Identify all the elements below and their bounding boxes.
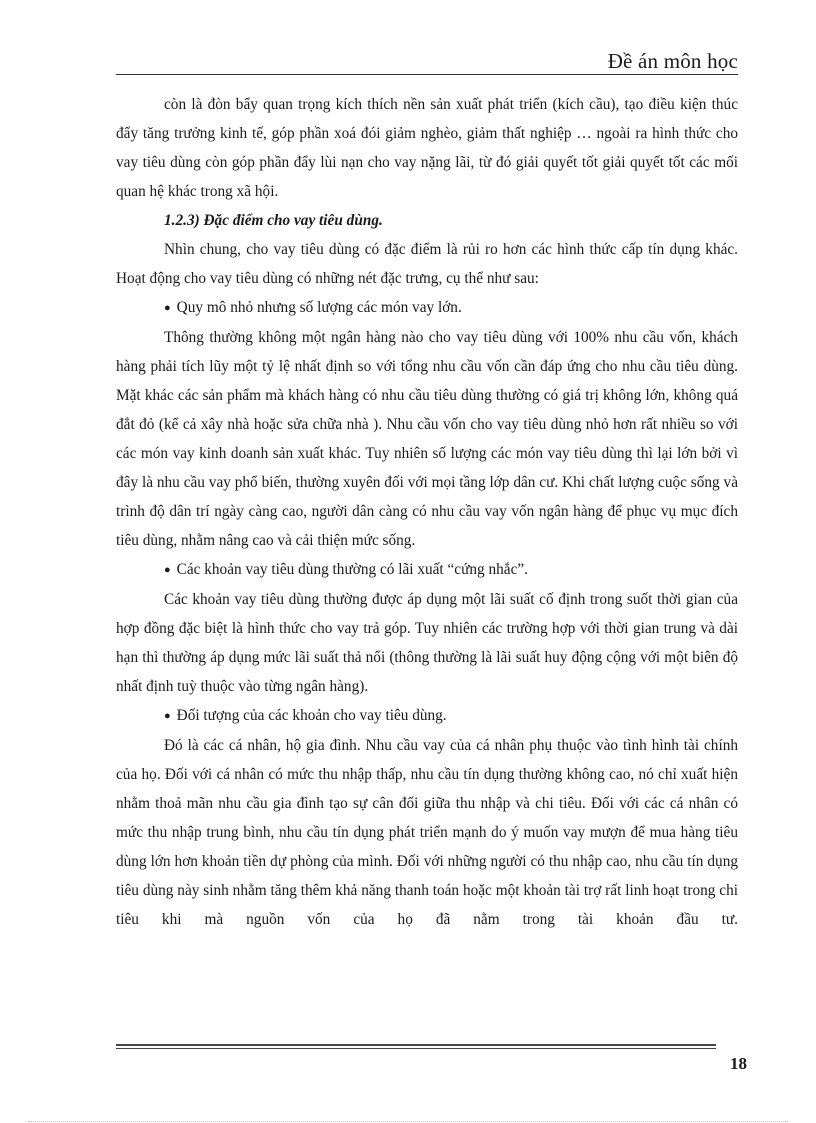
bullet-icon: ● [164, 302, 171, 314]
bullet-text: Quy mô nhỏ nhưng số lượng các món vay lớn. [176, 299, 462, 316]
paragraph-overview: Nhìn chung, cho vay tiêu dùng có đặc điểm là rủi ro hơn các hình thức cấp tín dụng khác. Hoạt động cho vay tiêu dùng có những nét đặc trưng, cụ thể như sau: [116, 241, 738, 287]
page-header [116, 46, 738, 76]
document-body [116, 90, 738, 934]
section-heading: 1.2.3) Đặc điểm cho vay tiêu dùng. [164, 212, 383, 229]
bullet-text: Các khoản vay tiêu dùng thường có lãi xuất “cứng nhắc”. [176, 561, 528, 578]
bullet-item-rate [116, 555, 738, 585]
footer-rule-thin [116, 1048, 716, 1049]
page-bottom-border [28, 1121, 788, 1122]
header-title: Đề án môn học [607, 49, 738, 73]
paragraph-rate: Các khoản vay tiêu dùng thường được áp dụng một lãi suất cố định trong suốt thời gian của hợp đồng đặc biệt là hình thức cho vay trả góp. Tuy nhiên các trường hợp với thời gian trung và dài hạn thì thường áp dụng mức lãi suất thả nổi (thông thường là lãi suất huy động cộng với một biên độ nhất định tuỳ thuộc vào từng ngân hàng). [116, 591, 738, 695]
bullet-item-scale [116, 293, 738, 323]
paragraph-borrowers: Đó là các cá nhân, hộ gia đình. Nhu cầu vay của cá nhân phụ thuộc vào tình hình tài chính của họ. Đối với cá nhân có mức thu nhập thấp, nhu cầu tín dụng thường không cao, nó chỉ xuất hiện nhằm thoả mãn nhu cầu gia đình tạo sự cân đối giữa thu nhập và chi tiêu. Đối với các cá nhân có mức thu nhập trung bình, nhu cầu tín dụng phát triển mạnh do ý muốn vay mượn để mua hàng tiêu dùng lớn hơn khoản tiền dự phòng của mình. Đối với những người có thu nhập cao, nhu cầu tín dụng tiêu dùng này sinh nhằm tăng thêm khả năng thanh toán hoặc một khoản tài trợ rất linh hoạt trong chi tiêu khi mà nguồn vốn của họ đã nằm trong tài khoản đầu tư. [116, 737, 738, 928]
bullet-icon: ● [164, 710, 171, 722]
footer-rule [116, 1044, 716, 1046]
paragraph-scale: Thông thường không một ngân hàng nào cho vay tiêu dùng với 100% nhu cầu vốn, khách hàng phải tích lũy một tỷ lệ nhất định so với tổng nhu cầu vốn cần đáp ứng cho nhu cầu tiêu dùng. Mặt khác các sản phẩm mà khách hàng có nhu cầu tiêu dùng thường có giá trị không lớn, không quá đắt đỏ (kể cả xây nhà hoặc sửa chữa nhà ). Nhu cầu vốn cho vay tiêu dùng nhỏ hơn rất nhiều so với các món vay kinh doanh sản xuất khác. Tuy nhiên số lượng các món vay tiêu dùng thì lại lớn bởi vì đây là nhu cầu vay phổ biến, thường xuyên đối với mọi tầng lớp dân cư. Khi chất lượng cuộc sống và trình độ dân trí ngày càng cao, người dân càng có nhu cầu vay vốn ngân hàng để phục vụ mục đích tiêu dùng, nhằm nâng cao và cải thiện mức sống. [116, 329, 738, 549]
bullet-text: Đối tượng của các khoản cho vay tiêu dùng. [176, 707, 447, 724]
header-rule [116, 74, 738, 75]
page-number: 18 [730, 1054, 747, 1073]
paragraph-intro: còn là đòn bẩy quan trọng kích thích nền sản xuất phát triển (kích cầu), tạo điều kiện thúc đẩy tăng trưởng kinh tế, góp phần xoá đói giảm nghèo, giảm thất nghiệp … ngoài ra hình thức cho vay tiêu dùng còn góp phần đẩy lùi nạn cho vay nặng lãi, từ đó giải quyết tốt giải quyết tốt các mối quan hệ khác trong xã hội. [116, 96, 738, 200]
bullet-icon: ● [164, 564, 171, 576]
bullet-item-borrowers [116, 701, 738, 731]
